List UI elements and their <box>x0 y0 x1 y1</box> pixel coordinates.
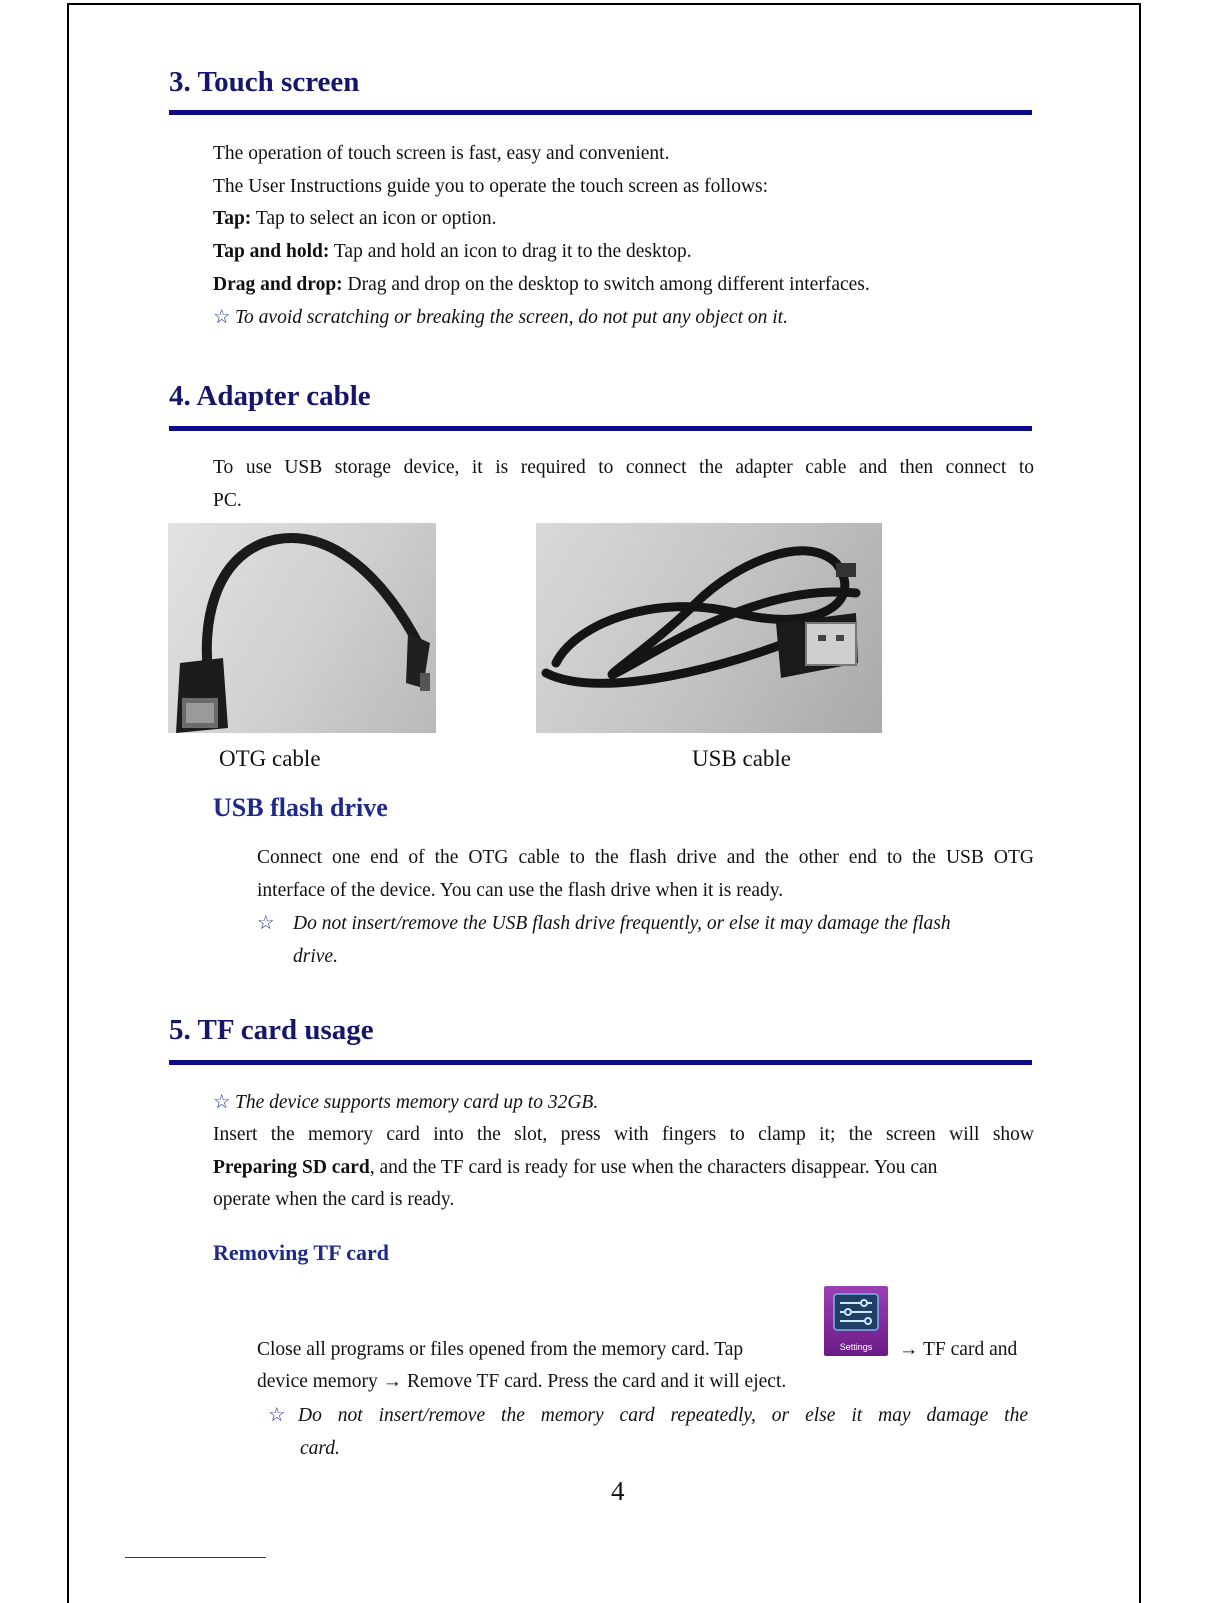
usb-cable-photo <box>536 523 882 733</box>
term-label: Tap and hold: <box>213 241 330 262</box>
star-icon: ☆ <box>213 307 231 328</box>
paragraph: device memory → Remove TF card. Press the card and it will eject. <box>257 1371 787 1392</box>
subsection-title-removing-tf-card: Removing TF card <box>213 1240 389 1265</box>
bold-term: Preparing SD card <box>213 1157 370 1178</box>
paragraph: → TF card and <box>899 1339 1018 1360</box>
footnote-rule <box>125 1557 266 1558</box>
otg-cable-image <box>168 523 436 733</box>
settings-sliders-icon <box>824 1286 888 1338</box>
term-text: Tap and hold an icon to drag it to the desktop. <box>329 241 692 262</box>
term-text: Drag and drop on the desktop to switch among different interfaces. <box>342 274 870 295</box>
warning-note <box>213 306 788 330</box>
paragraph: operate when the card is ready. <box>213 1189 455 1210</box>
section-rule <box>169 110 1032 115</box>
page-number: 4 <box>611 1476 625 1506</box>
settings-icon-label: Settings <box>839 1342 873 1352</box>
subsection-title-usb-flash-drive: USB flash drive <box>213 793 388 822</box>
paragraph: Close all programs or files opened from the memory card. Tap <box>257 1339 744 1360</box>
star-icon: ☆ <box>268 1405 286 1426</box>
section-title-adapter-cable: 4. Adapter cable <box>169 380 371 412</box>
warning-text: To avoid scratching or breaking the screen, do not put any object on it. <box>235 307 788 328</box>
term-label: Tap: <box>213 208 252 229</box>
paragraph: Insert the memory card into the slot, press with fingers to clamp it; the screen will show <box>213 1124 1034 1145</box>
warning-note <box>257 912 1034 936</box>
warning-note <box>268 1404 1028 1428</box>
drag-instruction <box>213 273 870 297</box>
term-text: Tap to select an icon or option. <box>251 208 497 229</box>
note <box>213 1091 598 1115</box>
warning-text-continued: drive. <box>293 946 338 967</box>
caption-otg-cable: OTG cable <box>219 746 321 771</box>
paragraph: Connect one end of the OTG cable to the flash drive and the other end to the USB OTG <box>257 847 1034 868</box>
term-label: Drag and drop: <box>213 274 343 295</box>
paragraph-text: , and the TF card is ready for use when the characters disappear. You can <box>369 1157 938 1178</box>
otg-cable-photo <box>168 523 436 733</box>
settings-app-icon <box>824 1286 888 1356</box>
tap-instruction <box>213 207 497 231</box>
caption-usb-cable: USB cable <box>692 746 792 771</box>
paragraph: The operation of touch screen is fast, easy and convenient. <box>213 143 670 164</box>
hold-instruction <box>213 240 692 264</box>
paragraph: PC. <box>213 490 242 511</box>
usb-cable-image <box>536 523 882 733</box>
paragraph: interface of the device. You can use the flash drive when it is ready. <box>257 880 784 901</box>
note-text: The device supports memory card up to 32GB. <box>235 1092 599 1113</box>
star-icon: ☆ <box>213 1092 231 1113</box>
section-title-tf-card-usage: 5. TF card usage <box>169 1014 374 1046</box>
warning-text-continued: card. <box>300 1438 340 1459</box>
warning-text: Do not insert/remove the USB flash drive frequently, or else it may damage the flash <box>293 913 951 934</box>
section-title-touch-screen: 3. Touch screen <box>169 66 360 98</box>
paragraph: To use USB storage device, it is required to connect the adapter cable and then connect to <box>213 457 1034 478</box>
warning-text: Do not insert/remove the memory card repeatedly, or else it may damage the <box>298 1405 1028 1426</box>
section-rule <box>169 1060 1032 1065</box>
paragraph: The User Instructions guide you to operate the touch screen as follows: <box>213 176 769 197</box>
section-rule <box>169 426 1032 431</box>
star-icon: ☆ <box>257 913 275 934</box>
paragraph <box>213 1156 937 1180</box>
